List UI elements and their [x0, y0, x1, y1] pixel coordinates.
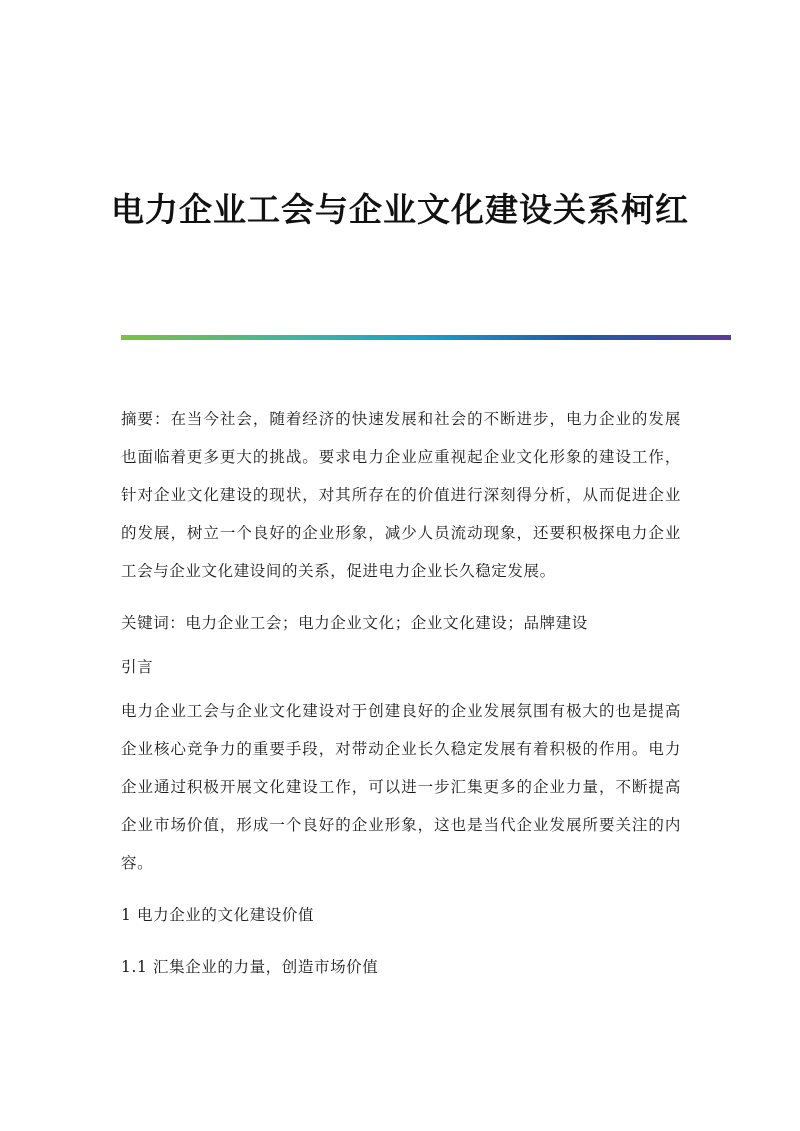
intro-paragraph: 电力企业工会与企业文化建设对于创建良好的企业发展氛围有极大的也是提高企业核心竞争力的重要手段，对带动企业长久稳定发展有着积极的作用。电力企业通过积极开展文化建设工作，可以进一步汇集更多的企业力量，不断提高企业市场价值，形成一个良好的企业形象，这也是当代企业发展所要关注的内容。 — [121, 702, 681, 872]
document-body — [121, 400, 681, 986]
intro-heading: 引言 — [121, 658, 154, 676]
section-heading: 1 电力企业的文化建设价值 — [121, 906, 315, 924]
title-divider — [121, 335, 731, 340]
abstract-paragraph: 摘要：在当今社会，随着经济的快速发展和社会的不断进步，电力企业的发展也面临着更多更大的挑战。要求电力企业应重视起企业文化形象的建设工作，针对企业文化建设的现状，对其所存在的价值进行深刻得分析，从而促进企业的发展，树立一个良好的企业形象，减少人员流动现象，还要积极探电力企业工会与企业文化建设间的关系，促进电力企业长久稳定发展。 — [121, 410, 681, 580]
subsection-heading: 1.1 汇集企业的力量，创造市场价值 — [121, 958, 379, 976]
document-title: 电力企业工会与企业文化建设关系柯红 — [111, 190, 689, 229]
keywords-line: 关键词：电力企业工会；电力企业文化；企业文化建设；品牌建设 — [121, 614, 588, 632]
